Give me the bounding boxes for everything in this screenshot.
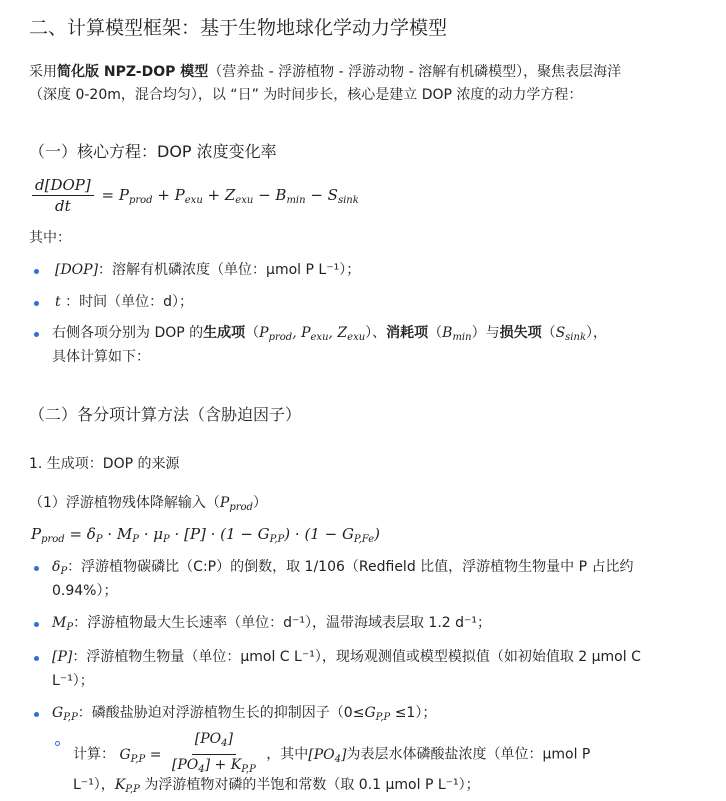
bullet-biomass-line2: L⁻¹）；: [52, 673, 94, 689]
bullet-gpp: $G_{P,P}$：磷酸盐胁迫对浮游植物生长的抑制因子$(0\le G_{P,P} \le 1)$；: [52, 705, 437, 723]
bullet-dot: [34, 656, 39, 661]
page-title: 二、计算模型框架：基于生物地球化学动力学模型: [29, 17, 448, 39]
calc-tail2: 为表层水体磷酸盐浓度（单位：μmol P: [346, 746, 591, 763]
equation-denominator: dt: [55, 197, 71, 215]
bullet-biomass-text: ：浮游植物生物量（单位：μmol C L⁻¹），现场观测值或模型模拟值（如初始值取 2 μmol C: [72, 649, 641, 665]
bullet-delta: $\delta_P$：浮游植物碳磷比（C:P）的倒数，取 1/106（Redfield 比值，浮游植物生物量中 P 占比约: [52, 559, 634, 577]
term-generation: 生成项: [203, 325, 246, 341]
where-label: 其中：: [29, 230, 71, 246]
section-2-title: （二）各分项计算方法（含胁迫因子）: [29, 405, 302, 424]
calc-line2-a: L⁻¹），: [73, 777, 115, 793]
term-consumption: 消耗项: [386, 325, 429, 341]
intro-post: （营养盐 - 浮游植物 - 浮游动物 - 溶解有机磷模型），聚焦表层海洋: [208, 64, 622, 80]
intro-line-1: [29, 61, 621, 83]
calc-line-2: L⁻¹），$K_{P,P}$ 为浮游植物对磷的半饱和常数（取 0.1 μmol P L⁻¹）；: [73, 777, 480, 795]
bullet-mp-text: ：浮游植物最大生长速率（单位：d⁻¹），温带海域表层取 1.2 d⁻¹；: [73, 615, 492, 631]
calc-tail: ，其中: [266, 746, 309, 763]
term-loss: 损失项: [499, 325, 542, 341]
section-1-title: （一）核心方程：DOP 浓度变化率: [29, 142, 277, 161]
calc-label: 计算：: [73, 746, 115, 763]
bullet-mp: $M_P$：浮游植物最大生长速率（单位：d⁻¹），温带海域表层取 1.2 d⁻¹；: [52, 615, 492, 633]
subsection-1: 1. 生成项：DOP 的来源: [29, 456, 180, 472]
intro-line-2: （深度 0-20m，混合均匀），以 “日” 为时间步长，核心是建立 DOP 浓度的动力学方程：: [29, 87, 583, 103]
bullet-terms: 右侧各项分别为 DOP 的生成项（$P_{prod}$, $P_{exu}$, $Z_{exu}$）、消耗项$(B_{min})$与损失项$(S_{sink})$，: [52, 325, 608, 343]
terms-pre: 右侧各项分别为 DOP 的: [52, 325, 204, 341]
bullet-delta-text: ：浮游植物碳磷比（C:P）的倒数，取 1/106（Redfield 比值，浮游植物生物量中 P 占比约: [67, 559, 634, 575]
bullet-dot: [34, 269, 39, 274]
prod-equation: $P_{prod} = \delta_P \cdot M_P \cdot \mu_P \cdot [P] \cdot (1 - G_{P,P}) \cdot (1 - G_{P,Fe})$: [31, 525, 380, 545]
bullet-dot: [34, 332, 39, 337]
model-name: 简化版 NPZ-DOP 模型: [57, 64, 209, 80]
subsection-1a: （1）浮游植物残体降解输入$(P_{prod})$: [29, 495, 267, 513]
equation-numerator: d[DOP]: [32, 176, 94, 196]
calc-line2-b: 为浮游植物对磷的半饱和常数（取 0.1 μmol P L⁻¹）；: [144, 777, 480, 793]
core-equation: [29, 176, 359, 215]
bullet-dot: [34, 712, 39, 717]
bullet-terms-line2: 具体计算如下：: [52, 349, 150, 365]
bullet-dot: [34, 622, 39, 627]
bullet-dop-text: ：溶解有机磷浓度（单位：μmol P L⁻¹）；: [98, 262, 361, 278]
bullet-delta-line2: 0.94%）；: [52, 583, 118, 599]
bullet-dop: [DOP]：溶解有机磷浓度（单位：μmol P L⁻¹）；: [55, 262, 361, 278]
bullet-dot: [34, 566, 39, 571]
bullet-gpp-text: ：磷酸盐胁迫对浮游植物生长的抑制因子（0≤: [77, 705, 365, 721]
intro-pre: 采用: [29, 64, 57, 80]
bullet-t: t ：时间（单位：d）；: [55, 294, 193, 310]
equation-rhs: = $P_{prod} + P_{exu} + Z_{exu} - B_{min} - S_{sink}$: [101, 185, 359, 206]
calc-line: 计算： $G_{P,P}$ = $\frac{[PO_4]}{[PO_4] + K_{P,P}}$ ，其中$[PO_4]$为表层水体磷酸盐浓度（单位：μmol P: [73, 731, 591, 775]
sub-bullet-dot: [55, 741, 60, 746]
bullet-t-text: ：时间（单位：d）；: [65, 294, 193, 310]
bullet-dot: [34, 301, 39, 306]
bullet-biomass: [P]：浮游植物生物量（单位：μmol C L⁻¹），现场观测值或模型模拟值（如初始值取 2 μmol C: [52, 649, 641, 665]
bullet-gpp-end: ≤1）；: [394, 705, 437, 721]
subsection-1a-label: （1）浮游植物残体降解输入（: [29, 495, 220, 511]
